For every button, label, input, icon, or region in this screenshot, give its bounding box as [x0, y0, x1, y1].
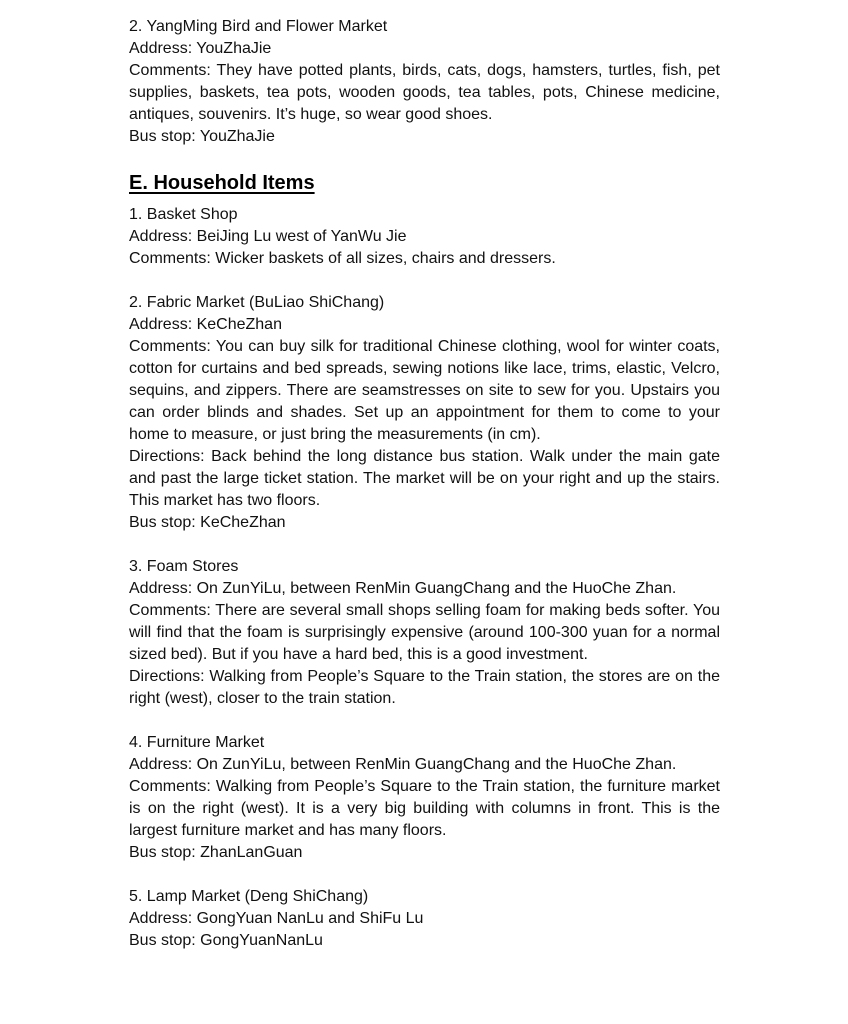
entry-furniture-market — [129, 732, 720, 864]
entry-fabric-market — [129, 292, 720, 534]
entry-yangming-market — [129, 16, 720, 148]
entry-bus-stop: Bus stop: YouZhaJie — [129, 128, 275, 145]
entry-comments: Comments: There are several small shops selling foam for making beds softer. You will find that the foam is surprisingly expensive (around 100-300 yuan for a normal sized bed). But if you have a hard bed, this is a good investment. — [129, 602, 720, 663]
section-heading: E. Household Items — [129, 172, 315, 194]
entry-address: Address: KeCheZhan — [129, 316, 282, 333]
entry-title: 4. Furniture Market — [129, 734, 265, 751]
entry-basket-shop — [129, 204, 720, 270]
entry-title: 5. Lamp Market (Deng ShiChang) — [129, 888, 369, 905]
entry-address: Address: YouZhaJie — [129, 40, 272, 57]
entry-comments: Comments: Walking from People’s Square to the Train station, the furniture market is on the right (west). It is a very big building with columns in front. This is the largest furniture market and has many floors. — [129, 778, 720, 839]
entry-bus-stop: Bus stop: GongYuanNanLu — [129, 932, 323, 949]
entry-comments: Comments: They have potted plants, birds, cats, dogs, hamsters, turtles, fish, pet supplies, baskets, tea pots, wooden goods, tea tables, pots, Chinese medicine, antiques, souvenirs. It’s huge, so wear good shoes. — [129, 62, 720, 123]
document-page — [129, 16, 720, 952]
entry-comments: Comments: Wicker baskets of all sizes, chairs and dressers. — [129, 250, 556, 267]
entry-directions: Directions: Walking from People’s Square to the Train station, the stores are on the right (west), closer to the train station. — [129, 668, 720, 707]
entry-address: Address: GongYuan NanLu and ShiFu Lu — [129, 910, 424, 927]
entry-title: 2. Fabric Market (BuLiao ShiChang) — [129, 294, 385, 311]
entry-address: Address: On ZunYiLu, between RenMin GuangChang and the HuoChe Zhan. — [129, 756, 677, 773]
entry-title: 1. Basket Shop — [129, 206, 238, 223]
entry-comments: Comments: You can buy silk for traditional Chinese clothing, wool for winter coats, cotton for curtains and bed spreads, sewing notions like lace, trims, elastic, Velcro, sequins, and zippers. There are seamstresses on site to sew for you. Upstairs you can order blinds and shades. Set up an appointment for them to come to your home to measure, or just bring the measurements (in cm). — [129, 338, 720, 443]
entry-bus-stop: Bus stop: KeCheZhan — [129, 514, 286, 531]
entry-address: Address: On ZunYiLu, between RenMin GuangChang and the HuoChe Zhan. — [129, 580, 677, 597]
entry-lamp-market — [129, 886, 720, 952]
entry-directions: Directions: Back behind the long distance bus station. Walk under the main gate and past the large ticket station. The market will be on your right and up the stairs. This market has two floors. — [129, 448, 720, 509]
entry-bus-stop: Bus stop: ZhanLanGuan — [129, 844, 303, 861]
entry-address: Address: BeiJing Lu west of YanWu Jie — [129, 228, 407, 245]
entry-title: 3. Foam Stores — [129, 558, 239, 575]
entry-foam-stores — [129, 556, 720, 710]
entry-title: 2. YangMing Bird and Flower Market — [129, 18, 388, 35]
